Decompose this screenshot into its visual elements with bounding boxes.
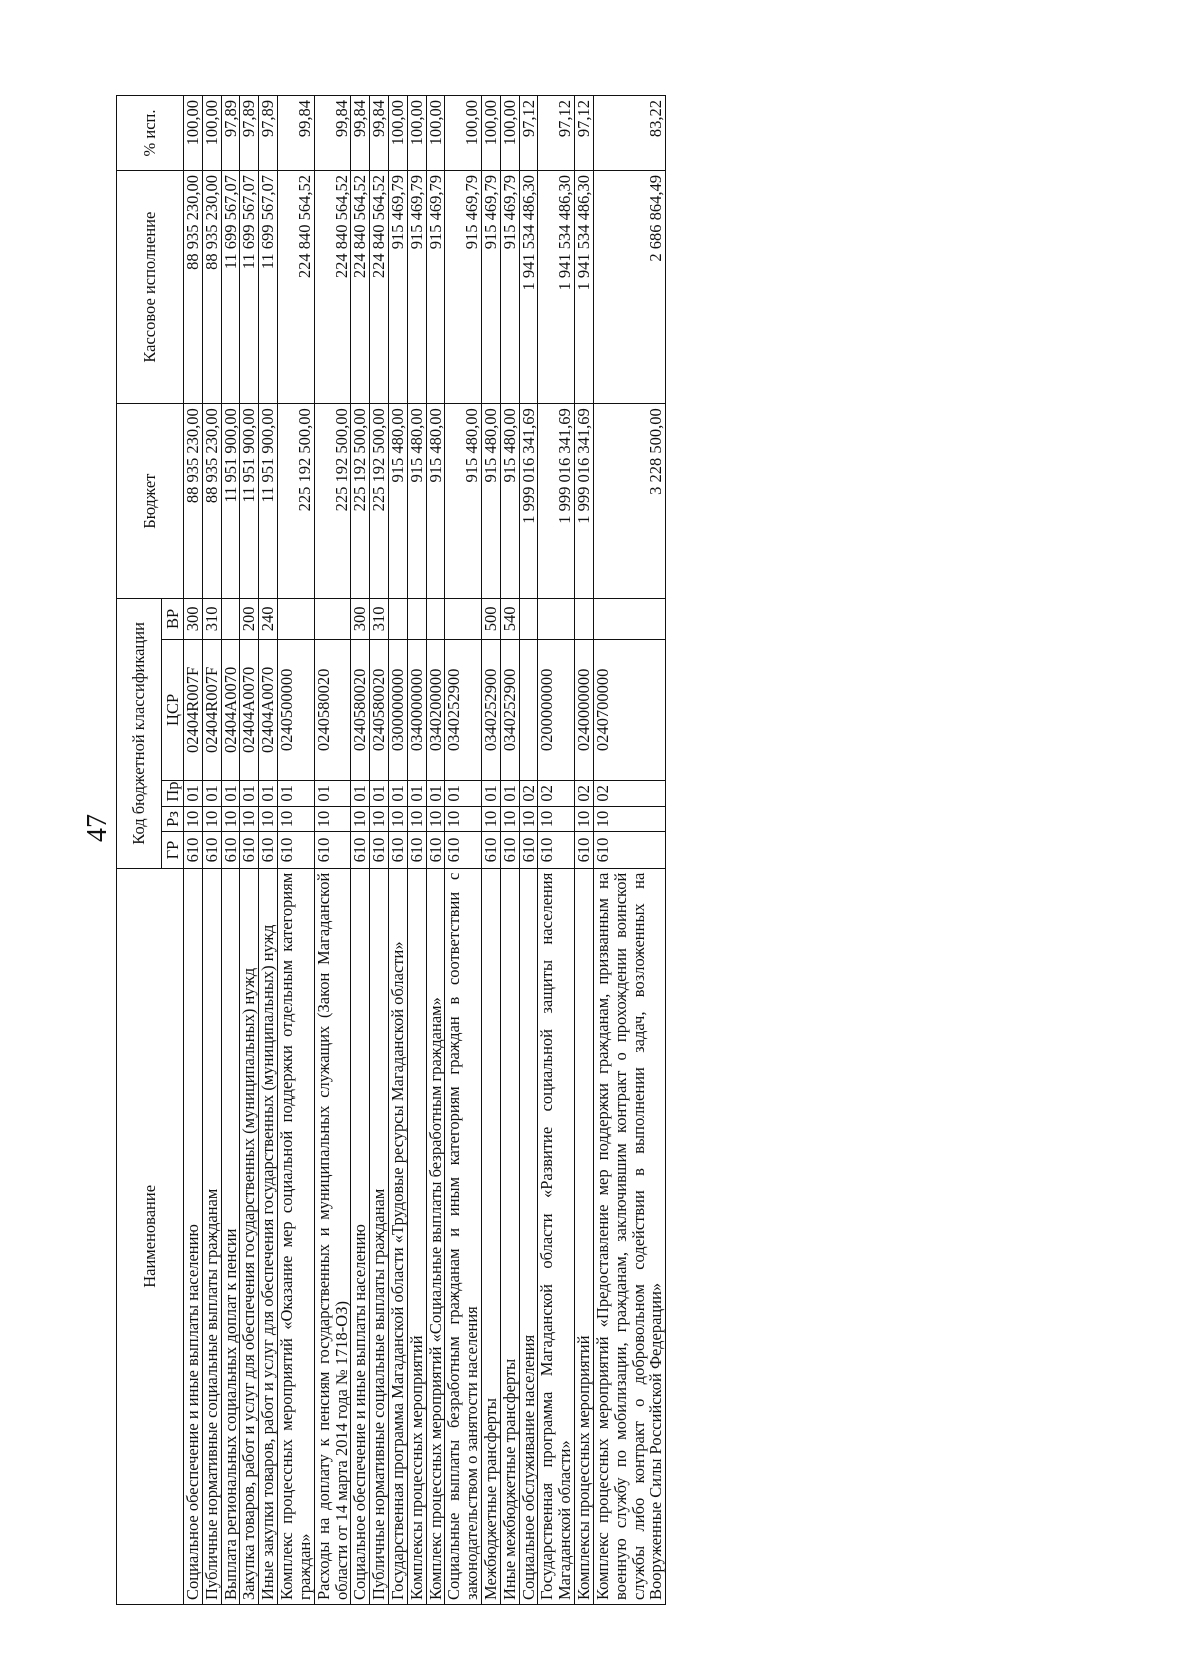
cell-pct: 97,89 — [240, 96, 259, 171]
cell-budget: 11 951 900,00 — [221, 404, 240, 599]
table-row — [221, 96, 240, 1605]
cell-name: Комплексы процессных мероприятий — [407, 868, 426, 1604]
cell-name: Иные закупки товаров, работ и услуг для обеспечения государственных (муниципальных) нужд — [259, 868, 278, 1604]
cell-gr: 610 — [370, 832, 389, 868]
cell-rz: 10 — [370, 806, 389, 832]
table-row — [519, 96, 538, 1605]
cell-gr: 610 — [202, 832, 221, 868]
cell-csr: 02404A0070 — [221, 639, 240, 780]
cell-vr — [593, 599, 665, 640]
cell-csr: 0240580020 — [370, 639, 389, 780]
cell-rz: 10 — [407, 806, 426, 832]
cell-name: Комплекс процессных мероприятий «Предоставление мер поддержки гражданам, призванным на военную службу по мобилизации, гражданам, заключившим контракт о прохождении воинской службы либо контракт о добровольном содействии в выполнении задач, возложенных на Вооруженные Силы Российской Федерации» — [593, 868, 665, 1604]
cell-name: Социальное обеспечение и иные выплаты населению — [351, 868, 370, 1604]
cell-pr: 01 — [221, 781, 240, 807]
cell-csr: 02404R007F — [184, 639, 203, 780]
cell-csr: 02404R007F — [202, 639, 221, 780]
cell-csr: 0300000000 — [388, 639, 407, 780]
cell-vr — [519, 599, 538, 640]
cell-cash: 915 469,79 — [482, 171, 501, 404]
cell-csr: 02404A0070 — [259, 639, 278, 780]
header-pr: Пр — [162, 781, 184, 807]
table-row — [593, 96, 665, 1605]
cell-budget: 915 480,00 — [426, 404, 445, 599]
cell-pr: 01 — [407, 781, 426, 807]
cell-vr: 240 — [259, 599, 278, 640]
cell-pr: 02 — [519, 781, 538, 807]
cell-gr: 610 — [278, 832, 315, 868]
cell-rz: 10 — [259, 806, 278, 832]
cell-vr — [407, 599, 426, 640]
cell-rz: 10 — [500, 806, 519, 832]
table-row — [184, 96, 203, 1605]
cell-name: Социальное обслуживание населения — [519, 868, 538, 1604]
cell-cash: 11 699 567,07 — [240, 171, 259, 404]
cell-budget: 3 228 500,00 — [593, 404, 665, 599]
cell-csr: 0240580020 — [314, 639, 351, 780]
cell-gr: 610 — [388, 832, 407, 868]
cell-gr: 610 — [482, 832, 501, 868]
cell-rz: 10 — [593, 806, 665, 832]
cell-pct: 100,00 — [426, 96, 445, 171]
cell-csr: 0340252900 — [482, 639, 501, 780]
header-code-group: Код бюджетной классификации — [117, 599, 162, 869]
cell-name: Комплексы процессных мероприятий — [575, 868, 594, 1604]
cell-pr: 02 — [538, 781, 575, 807]
cell-pct: 100,00 — [407, 96, 426, 171]
cell-pr: 02 — [593, 781, 665, 807]
cell-gr: 610 — [575, 832, 594, 868]
cell-cash: 1 941 534 486,30 — [538, 171, 575, 404]
table-row — [370, 96, 389, 1605]
cell-vr: 310 — [202, 599, 221, 640]
cell-cash: 11 699 567,07 — [259, 171, 278, 404]
cell-name: Межбюджетные трансферты — [482, 868, 501, 1604]
cell-cash: 11 699 567,07 — [221, 171, 240, 404]
cell-pct: 100,00 — [500, 96, 519, 171]
cell-budget: 1 999 016 341,69 — [519, 404, 538, 599]
cell-name: Публичные нормативные социальные выплаты гражданам — [370, 868, 389, 1604]
cell-csr: 0240700000 — [593, 639, 665, 780]
cell-vr: 540 — [500, 599, 519, 640]
cell-vr — [575, 599, 594, 640]
cell-pr: 01 — [278, 781, 315, 807]
cell-pct: 99,84 — [278, 96, 315, 171]
cell-rz: 10 — [538, 806, 575, 832]
header-cash: Кассовое исполнение — [117, 171, 184, 404]
cell-pr: 01 — [482, 781, 501, 807]
table-row — [500, 96, 519, 1605]
cell-gr: 610 — [240, 832, 259, 868]
table-body — [184, 96, 666, 1605]
cell-gr: 610 — [538, 832, 575, 868]
cell-rz: 10 — [221, 806, 240, 832]
cell-pr: 02 — [575, 781, 594, 807]
cell-cash: 224 840 564,52 — [278, 171, 315, 404]
cell-gr: 610 — [184, 832, 203, 868]
cell-name: Выплата региональных социальных доплат к пенсии — [221, 868, 240, 1604]
cell-name: Публичные нормативные социальные выплаты гражданам — [202, 868, 221, 1604]
cell-gr: 610 — [259, 832, 278, 868]
cell-pct: 100,00 — [184, 96, 203, 171]
cell-cash: 2 686 864,49 — [593, 171, 665, 404]
table-row — [575, 96, 594, 1605]
cell-name: Социальное обеспечение и иные выплаты населению — [184, 868, 203, 1604]
header-gr: ГР — [162, 832, 184, 868]
header-vr: ВР — [162, 599, 184, 640]
header-pct: % исп. — [117, 96, 184, 171]
cell-csr: 0240580020 — [351, 639, 370, 780]
cell-pct: 97,89 — [259, 96, 278, 171]
cell-csr: 02404A0070 — [240, 639, 259, 780]
cell-pr: 01 — [351, 781, 370, 807]
cell-csr: 0340200000 — [426, 639, 445, 780]
table-row — [314, 96, 351, 1605]
cell-name: Комплекс процессных мероприятий «Социальные выплаты безработным гражданам» — [426, 868, 445, 1604]
cell-name: Комплекс процессных мероприятий «Оказание мер социальной поддержки отдельным категориям граждан» — [278, 868, 315, 1604]
cell-budget: 225 192 500,00 — [278, 404, 315, 599]
cell-vr: 310 — [370, 599, 389, 640]
cell-budget: 1 999 016 341,69 — [538, 404, 575, 599]
cell-cash: 224 840 564,52 — [314, 171, 351, 404]
cell-budget: 915 480,00 — [388, 404, 407, 599]
cell-pr: 01 — [426, 781, 445, 807]
cell-gr: 610 — [314, 832, 351, 868]
cell-name: Социальные выплаты безработным гражданам и иным категориям граждан в соответствии с законодательством о занятости населения — [445, 868, 482, 1604]
cell-pct: 97,89 — [221, 96, 240, 171]
cell-gr: 610 — [407, 832, 426, 868]
cell-name: Расходы на доплату к пенсиям государственных и муниципальных служащих (Закон Магаданской области от 14 марта 2014 года № 1718-ОЗ) — [314, 868, 351, 1604]
table-row — [259, 96, 278, 1605]
cell-pct: 97,12 — [575, 96, 594, 171]
cell-cash: 915 469,79 — [407, 171, 426, 404]
cell-name: Государственная программа Магаданской области «Развитие социальной защиты населения Магаданской области» — [538, 868, 575, 1604]
cell-pct: 99,84 — [351, 96, 370, 171]
cell-name: Закупка товаров, работ и услуг для обеспечения государственных (муниципальных) нужд — [240, 868, 259, 1604]
cell-gr: 610 — [221, 832, 240, 868]
cell-budget: 915 480,00 — [445, 404, 482, 599]
cell-cash: 224 840 564,52 — [370, 171, 389, 404]
cell-pct: 100,00 — [482, 96, 501, 171]
cell-rz: 10 — [575, 806, 594, 832]
cell-rz: 10 — [202, 806, 221, 832]
cell-budget: 225 192 500,00 — [314, 404, 351, 599]
header-csr: ЦСР — [162, 639, 184, 780]
cell-vr: 500 — [482, 599, 501, 640]
cell-pr: 01 — [314, 781, 351, 807]
cell-pr: 01 — [370, 781, 389, 807]
cell-gr: 610 — [426, 832, 445, 868]
cell-cash: 915 469,79 — [445, 171, 482, 404]
cell-vr — [388, 599, 407, 640]
cell-vr — [314, 599, 351, 640]
table-row — [202, 96, 221, 1605]
cell-rz: 10 — [426, 806, 445, 832]
cell-gr: 610 — [519, 832, 538, 868]
cell-vr — [278, 599, 315, 640]
cell-cash: 915 469,79 — [426, 171, 445, 404]
budget-table — [116, 95, 666, 1605]
cell-budget: 915 480,00 — [500, 404, 519, 599]
cell-pr: 01 — [259, 781, 278, 807]
page-number: 47 — [82, 814, 113, 842]
header-rz: Рз — [162, 806, 184, 832]
cell-name: Государственная программа Магаданской области «Трудовые ресурсы Магаданской области» — [388, 868, 407, 1604]
cell-budget: 225 192 500,00 — [351, 404, 370, 599]
cell-gr: 610 — [351, 832, 370, 868]
cell-name: Иные межбюджетные трансферты — [500, 868, 519, 1604]
cell-rz: 10 — [445, 806, 482, 832]
cell-pct: 99,84 — [370, 96, 389, 171]
cell-vr: 200 — [240, 599, 259, 640]
table-row — [426, 96, 445, 1605]
table-row — [445, 96, 482, 1605]
cell-rz: 10 — [278, 806, 315, 832]
cell-pct: 100,00 — [388, 96, 407, 171]
cell-csr: 0340252900 — [445, 639, 482, 780]
cell-vr — [221, 599, 240, 640]
cell-gr: 610 — [500, 832, 519, 868]
cell-pct: 83,22 — [593, 96, 665, 171]
cell-pct: 97,12 — [538, 96, 575, 171]
cell-cash: 88 935 230,00 — [184, 171, 203, 404]
cell-budget: 88 935 230,00 — [202, 404, 221, 599]
table-row — [388, 96, 407, 1605]
cell-budget: 915 480,00 — [482, 404, 501, 599]
cell-cash: 915 469,79 — [388, 171, 407, 404]
cell-csr: 0200000000 — [538, 639, 575, 780]
cell-cash: 1 941 534 486,30 — [575, 171, 594, 404]
cell-pct: 99,84 — [314, 96, 351, 171]
cell-vr — [445, 599, 482, 640]
cell-pr: 01 — [445, 781, 482, 807]
cell-budget: 1 999 016 341,69 — [575, 404, 594, 599]
cell-gr: 610 — [593, 832, 665, 868]
table-row — [538, 96, 575, 1605]
cell-pr: 01 — [184, 781, 203, 807]
cell-budget: 915 480,00 — [407, 404, 426, 599]
cell-pr: 01 — [388, 781, 407, 807]
table-row — [278, 96, 315, 1605]
cell-budget: 11 951 900,00 — [259, 404, 278, 599]
cell-rz: 10 — [184, 806, 203, 832]
cell-rz: 10 — [482, 806, 501, 832]
cell-cash: 1 941 534 486,30 — [519, 171, 538, 404]
cell-cash: 224 840 564,52 — [351, 171, 370, 404]
header-name: Наименование — [117, 868, 184, 1604]
cell-vr — [426, 599, 445, 640]
table-row — [240, 96, 259, 1605]
cell-pr: 01 — [240, 781, 259, 807]
cell-pct: 100,00 — [202, 96, 221, 171]
cell-pr: 01 — [500, 781, 519, 807]
cell-csr — [519, 639, 538, 780]
table-row — [407, 96, 426, 1605]
cell-csr: 0240500000 — [278, 639, 315, 780]
cell-budget: 225 192 500,00 — [370, 404, 389, 599]
cell-gr: 610 — [445, 832, 482, 868]
rotated-page — [116, 95, 1116, 1605]
cell-vr — [538, 599, 575, 640]
table-row — [482, 96, 501, 1605]
cell-pct: 97,12 — [519, 96, 538, 171]
header-budget: Бюджет — [117, 404, 184, 599]
cell-vr: 300 — [184, 599, 203, 640]
cell-rz: 10 — [388, 806, 407, 832]
cell-rz: 10 — [240, 806, 259, 832]
cell-budget: 88 935 230,00 — [184, 404, 203, 599]
cell-rz: 10 — [351, 806, 370, 832]
cell-cash: 915 469,79 — [500, 171, 519, 404]
cell-rz: 10 — [519, 806, 538, 832]
cell-cash: 88 935 230,00 — [202, 171, 221, 404]
cell-csr: 0340252900 — [500, 639, 519, 780]
cell-pct: 100,00 — [445, 96, 482, 171]
table-row — [351, 96, 370, 1605]
cell-csr: 0340000000 — [407, 639, 426, 780]
cell-rz: 10 — [314, 806, 351, 832]
cell-pr: 01 — [202, 781, 221, 807]
cell-csr: 0240000000 — [575, 639, 594, 780]
cell-budget: 11 951 900,00 — [240, 404, 259, 599]
cell-vr: 300 — [351, 599, 370, 640]
